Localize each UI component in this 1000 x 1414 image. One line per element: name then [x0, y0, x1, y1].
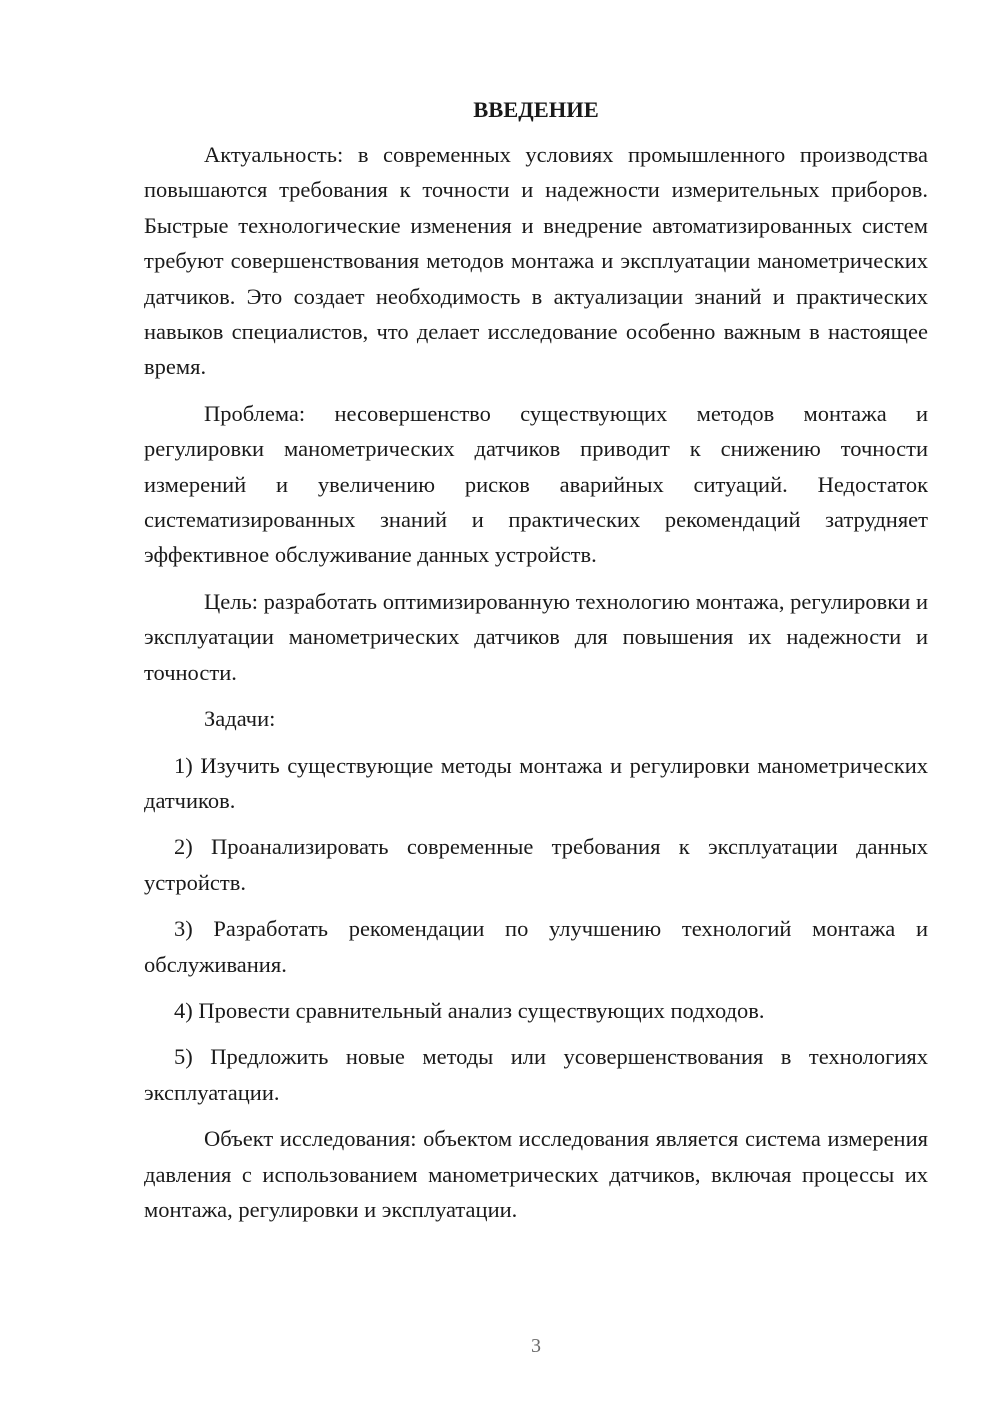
- paragraph-goal: Цель: разработать оптимизированную технологию монтажа, регулировки и эксплуатации манометрических датчиков для повышения их надежности и точности.: [144, 588, 928, 685]
- paragraph-relevance: Актуальность: в современных условиях промышленного производства повышаются требования к точности и надежности измерительных приборов. Быстрые технологические изменения и внедрение автоматизированных систем требуют совершенствования методов монтажа и эксплуатации манометрических датчиков. Это создает необходимость в актуализации знаний и практических навыков специалистов, что делает исследование особенно важным в настоящее время.: [144, 142, 928, 380]
- task-item-3: 3) Разработать рекомендации по улучшению технологий монтажа и обслуживания.: [144, 916, 928, 977]
- section-title: ВВЕДЕНИЕ: [473, 97, 599, 122]
- paragraph-problem: Проблема: несовершенство существующих методов монтажа и регулировки манометрических датчиков приводит к снижению точности измерений и увеличению рисков аварийных ситуаций. Недостаток систематизированных знаний и практических рекомендаций затрудняет эффективное обслуживание данных устройств.: [144, 400, 928, 568]
- task-item-5: 5) Предложить новые методы или усовершенствования в технологиях эксплуатации.: [144, 1044, 928, 1105]
- task-item-1: 1) Изучить существующие методы монтажа и регулировки манометрических датчиков.: [144, 752, 928, 813]
- task-item-4: 4) Провести сравнительный анализ существующих подходов.: [174, 997, 765, 1023]
- tasks-heading: Задачи:: [204, 706, 276, 732]
- page-number: 3: [531, 1335, 541, 1357]
- task-item-2: 2) Проанализировать современные требования к эксплуатации данных устройств.: [144, 834, 928, 895]
- page-content: [144, 92, 928, 1227]
- paragraph-object: Объект исследования: объектом исследования является система измерения давления с использованием манометрических датчиков, включая процессы их монтажа, регулировки и эксплуатации.: [144, 1126, 928, 1222]
